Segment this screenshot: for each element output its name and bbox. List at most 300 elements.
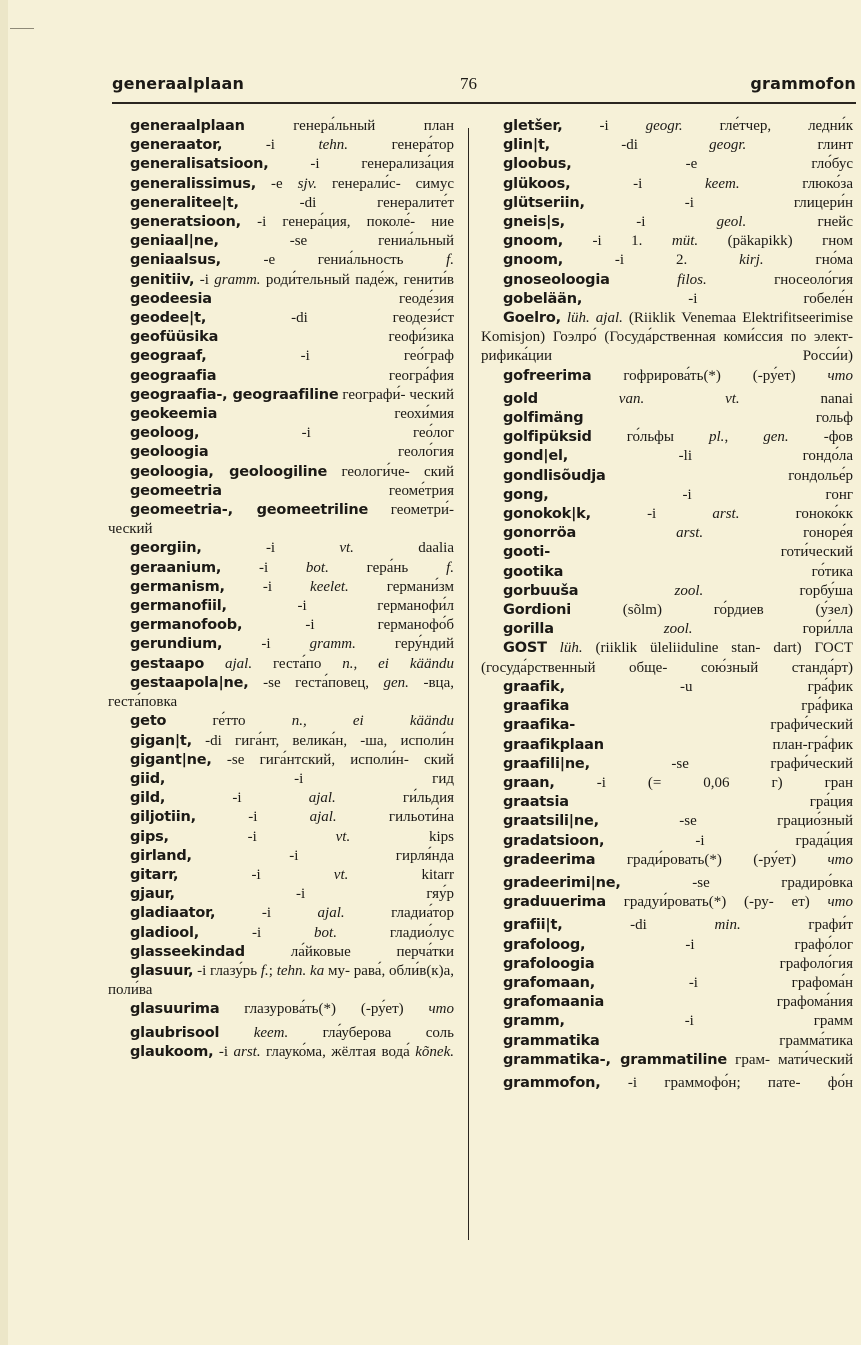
- entry-text: -i граммофо́н; пате- фо́н: [600, 1074, 853, 1091]
- entry-headword: geodeesia: [130, 290, 212, 307]
- entry-text: [547, 640, 560, 656]
- entry-label: что: [827, 367, 853, 384]
- dictionary-entry: [481, 955, 853, 974]
- entry-text: [204, 656, 225, 672]
- entry-headword: geograaf,: [130, 348, 207, 365]
- entry-text: -i германофо́б: [242, 617, 454, 634]
- entry-label: lüh. ajal.: [566, 310, 623, 327]
- dictionary-entry: [108, 885, 454, 904]
- entry-text: -i глицери́н: [584, 194, 853, 211]
- entry-headword: grammatika: [503, 1032, 600, 1049]
- dictionary-entry: [481, 563, 853, 582]
- dictionary-entry: [481, 716, 853, 735]
- entry-headword: graafik,: [503, 678, 565, 695]
- entry-text: генера́тор: [348, 137, 454, 154]
- entry-text: -se геста́повец,: [248, 674, 384, 691]
- dictionary-entry: [481, 543, 853, 562]
- dictionary-entry: [108, 347, 454, 366]
- entry-text: гле́тчер, ледни́к: [682, 118, 853, 134]
- entry-text: -i гео́граф: [206, 348, 454, 365]
- entry-text: графома́ния: [604, 994, 853, 1011]
- dictionary-entry: [481, 524, 853, 543]
- entry-text: генера́льный план: [244, 118, 454, 134]
- entry-headword: gradatsioon,: [503, 832, 605, 849]
- entry-text: -e гениа́льность: [220, 252, 447, 269]
- dictionary-entry: [481, 993, 853, 1012]
- dictionary-entry: [481, 271, 853, 290]
- entry-headword: gestaapola|ne,: [130, 674, 249, 691]
- entry-label: keem.: [705, 175, 740, 192]
- entry-headword: glasuurima: [130, 1001, 220, 1018]
- dictionary-entry: [481, 1074, 853, 1093]
- entry-label: zool.: [674, 582, 704, 599]
- dictionary-entry: [481, 582, 853, 601]
- entry-headword: germanofiil,: [130, 598, 227, 615]
- dictionary-entry: [108, 808, 454, 827]
- entry-text: гильоти́на: [336, 809, 454, 826]
- entry-text: -i: [199, 924, 315, 941]
- entry-headword: grafii|t,: [503, 917, 563, 934]
- entry-text: -фов: [788, 429, 853, 446]
- page-header: [112, 74, 856, 100]
- entry-headword: gneis|s,: [503, 214, 565, 231]
- entry-label: geogr.: [645, 118, 683, 134]
- entry-headword: gramm,: [503, 1013, 565, 1030]
- entry-headword: giljotiin,: [130, 809, 196, 826]
- entry-text: геометри́- ческий: [108, 502, 454, 538]
- entry-headword: gletšer,: [503, 118, 563, 134]
- entry-headword: gladiaator,: [130, 905, 216, 922]
- entry-text: геологи́че- ский: [327, 463, 454, 480]
- dictionary-entry: [108, 386, 454, 405]
- entry-headword: gorilla: [503, 621, 554, 638]
- dictionary-entry: [108, 770, 454, 789]
- entry-headword: geniaalsus,: [130, 252, 221, 269]
- entry-label: kõnek.: [415, 1043, 454, 1060]
- corner-mark: [10, 28, 34, 29]
- dictionary-entry: [108, 943, 454, 962]
- entry-label: bot.: [314, 924, 337, 941]
- entry-headword: grafoloog,: [503, 936, 586, 953]
- entry-label: vt.: [333, 866, 349, 883]
- entry-headword: glütseriin,: [503, 194, 585, 211]
- entry-text: -u гра́фик: [564, 678, 853, 695]
- dictionary-entry: [481, 175, 853, 194]
- entry-text: -se гига́нтский, исполи́н- ский: [211, 751, 454, 768]
- dictionary-entry: [481, 832, 853, 851]
- entry-text: геста́по: [252, 655, 343, 672]
- dictionary-entry: [481, 136, 853, 155]
- entry-headword: girland,: [130, 847, 192, 864]
- header-rule: [112, 102, 856, 104]
- entry-headword: grafomaan,: [503, 974, 596, 991]
- entry-label: что: [827, 851, 853, 868]
- dictionary-entry: [481, 697, 853, 716]
- entry-text: гори́лла: [692, 621, 853, 638]
- entry-headword: generalissimus,: [130, 175, 257, 192]
- entry-text: (sõlm) го́рдиев (у́зел): [571, 602, 853, 619]
- column-divider: [468, 128, 469, 1240]
- entry-text: -i: [224, 578, 311, 595]
- entry-text: графи́т: [740, 917, 853, 934]
- entry-text: -se гениа́льный: [218, 233, 454, 250]
- entry-text: -i: [201, 540, 340, 557]
- entry-text: генерали́с- симус: [316, 175, 454, 192]
- dictionary-entry: [481, 678, 853, 697]
- entry-headword: geomeetria-, geomeetriline: [130, 502, 369, 519]
- dictionary-entry: [108, 1024, 454, 1043]
- entry-text: му- рава́, обли́в(к)а, поли́ва: [108, 962, 454, 999]
- dictionary-entry: [108, 309, 454, 328]
- entry-text: градуи́ровать(*) (-ру- ет): [606, 894, 828, 911]
- entry-label: filos.: [677, 271, 707, 288]
- entry-text: -di гига́нт, велика́н, -ша, исполи́н: [191, 732, 454, 749]
- dictionary-entry: [108, 655, 454, 674]
- entry-headword: geoloog,: [130, 425, 200, 442]
- entry-text: географи́- ческий: [338, 386, 454, 403]
- entry-text: -i: [213, 1043, 234, 1060]
- entry-text: -se градиро́вка: [620, 874, 853, 891]
- entry-text: kitarr: [348, 866, 454, 883]
- entry-headword: graatsili|ne,: [503, 813, 599, 830]
- entry-headword: genitiiv,: [130, 271, 195, 288]
- dictionary-entry: [108, 789, 454, 808]
- dictionary-entry: [481, 851, 853, 870]
- entry-text: -e: [256, 175, 298, 192]
- dictionary-entry: [481, 774, 853, 793]
- page-number: 76: [460, 74, 477, 93]
- entry-headword: geoloogia, geoloogiline: [130, 463, 328, 480]
- entry-headword: gold: [503, 390, 538, 407]
- entry-headword: grafoloogia: [503, 955, 595, 972]
- dictionary-entry: [108, 232, 454, 251]
- dictionary-entry: [108, 1043, 454, 1062]
- dictionary-entry: [481, 916, 853, 935]
- entry-label: min.: [714, 917, 741, 934]
- entry-headword: geniaal|ne,: [130, 233, 219, 250]
- entry-headword: gooti-: [503, 544, 551, 561]
- entry-label: müt.: [671, 233, 699, 250]
- entry-headword: generatsioon,: [130, 214, 241, 231]
- entry-headword: gofreerima: [503, 367, 592, 384]
- entry-text: (päkapikk) гном: [698, 233, 853, 250]
- entry-text: германи́зм: [348, 578, 454, 595]
- dictionary-entry: [481, 486, 853, 505]
- dictionary-entry: [481, 893, 853, 912]
- dictionary-entry: [108, 924, 454, 943]
- dictionary-entry: [481, 812, 853, 831]
- entry-label: что: [827, 894, 853, 911]
- dictionary-entry: [481, 936, 853, 955]
- dictionary-entry: [481, 793, 853, 812]
- entry-text: -i гео́лог: [199, 425, 454, 442]
- entry-text: гносеоло́гия: [706, 271, 854, 288]
- dictionary-entry: [108, 712, 454, 731]
- dictionary-entry: [481, 290, 853, 309]
- entry-text: гла́уберова соль: [288, 1024, 455, 1041]
- entry-headword: gonokok|k,: [503, 506, 591, 523]
- dictionary-entry: [108, 597, 454, 616]
- dictionary-entry: [108, 847, 454, 866]
- entry-headword: gond|el,: [503, 448, 569, 465]
- dictionary-entry: [108, 828, 454, 847]
- entry-label: keelet.: [310, 578, 349, 595]
- entry-label: ajal.: [224, 655, 253, 672]
- dictionary-entry: [481, 755, 853, 774]
- dictionary-entry: [481, 309, 853, 367]
- entry-label: arst.: [676, 525, 704, 542]
- entry-headword: gondlisõudja: [503, 467, 606, 484]
- entry-text: -i грамм: [564, 1013, 853, 1030]
- dictionary-entry: [481, 601, 853, 620]
- entry-text: -i: [564, 214, 717, 231]
- dictionary-entry: [108, 559, 454, 578]
- entry-headword: gestaapo: [130, 655, 205, 672]
- dictionary-entry: [481, 117, 853, 136]
- entry-text: гради́ровать(*) (-ру́ет): [595, 851, 828, 868]
- entry-label: n., ei käändu: [342, 655, 454, 672]
- entry-text: -i: [195, 809, 310, 826]
- entry-text: графоло́гия: [594, 955, 853, 972]
- dictionary-entry: [108, 962, 454, 1000]
- entry-headword: geofüüsika: [130, 329, 219, 346]
- entry-headword: glaukoom,: [130, 1043, 214, 1060]
- entry-text: -e гло́бус: [571, 156, 853, 173]
- entry-text: -i: [215, 905, 318, 922]
- entry-headword: geograafia: [130, 367, 217, 384]
- entry-text: -i: [222, 137, 319, 154]
- right-column: [481, 117, 853, 1093]
- entry-label: arst.: [712, 506, 740, 523]
- entry-label: f.: [446, 559, 454, 576]
- entry-label: sjv.: [297, 175, 317, 192]
- entry-text: -i: [194, 271, 215, 288]
- entry-label: arst.: [233, 1043, 261, 1060]
- entry-text: -di геодези́ст: [206, 310, 454, 327]
- entry-headword: graafikplaan: [503, 736, 604, 753]
- entry-text: (riiklik üleliiduline stan- dart) ГОСТ (госуда́рственный обще- сою́зный станда́рт): [481, 640, 854, 676]
- entry-headword: georgiin,: [130, 540, 202, 557]
- entry-text: гольф: [583, 410, 853, 427]
- entry-text: ,: [724, 429, 764, 446]
- entry-text: геру́ндий: [355, 636, 454, 653]
- entry-text: -i графома́н: [595, 974, 853, 991]
- dictionary-entry: [108, 271, 454, 290]
- entry-headword: gerundium,: [130, 636, 223, 653]
- entry-headword: geoloogia: [130, 444, 209, 461]
- entry-text: -i 1.: [563, 233, 672, 250]
- entry-label: gen.: [763, 429, 789, 446]
- entry-text: гоноре́я: [703, 525, 853, 542]
- entry-text: -se грацио́зный: [598, 813, 853, 830]
- entry-text: -i: [165, 790, 309, 807]
- entry-text: -se графи́ческий: [589, 755, 853, 772]
- dictionary-entry: [108, 328, 454, 347]
- entry-text: го́льфы: [591, 429, 710, 446]
- entry-text: -i генерализа́ция: [268, 156, 454, 173]
- dictionary-entry: [108, 501, 454, 539]
- page-edge: [0, 0, 8, 1345]
- dictionary-entry: [108, 578, 454, 597]
- entry-headword: gigan|t,: [130, 732, 192, 749]
- entry-text: [576, 525, 676, 541]
- dictionary-entry: [481, 428, 853, 447]
- entry-text: графи́ческий: [575, 717, 853, 734]
- dictionary-entry: [481, 974, 853, 993]
- entry-text: ;: [268, 962, 277, 979]
- dictionary-entry: [481, 155, 853, 174]
- entry-label: что: [428, 1001, 454, 1018]
- entry-headword: gorbuuša: [503, 582, 579, 599]
- entry-headword: graafika-: [503, 717, 576, 734]
- entry-label: gramm.: [309, 636, 356, 653]
- dictionary-entry: [108, 194, 454, 213]
- dictionary-entry: [108, 367, 454, 386]
- entry-text: гнейс: [746, 214, 853, 231]
- dictionary-entry: [108, 175, 454, 194]
- dictionary-entry: [481, 505, 853, 524]
- entry-text: -i: [562, 118, 646, 134]
- entry-text: геохи́мия: [217, 406, 454, 423]
- dictionary-entry: [108, 1000, 454, 1019]
- entry-label: n., ei käändu: [291, 713, 455, 730]
- entry-headword: generalisatsioon,: [130, 156, 269, 173]
- entry-text: гра́ция: [568, 794, 853, 811]
- entry-text: глазурова́ть(*) (-ру́ет): [219, 1001, 429, 1018]
- dictionary-entry: [481, 874, 853, 893]
- entry-text: го́тика: [563, 563, 853, 580]
- entry-text: геогра́фия: [216, 367, 454, 384]
- entry-text: -i 2.: [563, 252, 740, 269]
- entry-label: f.: [260, 962, 269, 979]
- entry-text: -i града́ция: [604, 832, 853, 849]
- entry-headword: geomeetria: [130, 482, 222, 499]
- entry-headword: gitarr,: [130, 866, 179, 883]
- entry-text: -di генералите́т: [238, 194, 454, 211]
- dictionary-entry: [108, 616, 454, 635]
- entry-headword: gong,: [503, 486, 549, 503]
- left-running-headword: generaalplaan: [112, 74, 245, 93]
- entry-headword: geraanium,: [130, 559, 222, 576]
- dictionary-entry: [108, 463, 454, 482]
- entry-text: -i: [590, 506, 713, 523]
- entry-headword: GOST: [503, 640, 547, 657]
- entry-text: -i гобеле́н: [582, 290, 853, 307]
- dictionary-entry: [108, 866, 454, 885]
- entry-label: gen.: [383, 674, 409, 691]
- dictionary-entry: [481, 213, 853, 232]
- entry-text: [538, 391, 619, 407]
- entry-text: геоло́гия: [208, 444, 454, 461]
- entry-text: -i графо́лог: [585, 936, 853, 953]
- dictionary-entry: [481, 467, 853, 486]
- entry-headword: graduuerima: [503, 894, 606, 911]
- entry-label: vt.: [339, 540, 354, 557]
- entry-text: -i гид: [165, 770, 454, 787]
- dictionary-entry: [481, 639, 853, 677]
- dictionary-entry: [108, 136, 454, 155]
- dictionary-entry: [481, 390, 853, 409]
- dictionary-entry: [108, 155, 454, 174]
- entry-text: -i: [178, 866, 334, 883]
- dictionary-entry: [108, 405, 454, 424]
- dictionary-entry: [481, 1032, 853, 1051]
- entry-label: keem.: [253, 1024, 289, 1041]
- entry-text: [610, 272, 677, 288]
- entry-headword: grammatika-, grammatiline: [503, 1051, 727, 1068]
- entry-label: lüh.: [559, 640, 583, 657]
- entry-headword: Gordioni: [503, 602, 572, 619]
- entry-text: -i гирля́нда: [191, 847, 454, 864]
- entry-label: ajal.: [309, 809, 337, 826]
- entry-text: ла́йковые перча́тки: [244, 943, 454, 960]
- entry-text: гладио́лус: [336, 924, 454, 941]
- entry-headword: gootika: [503, 563, 564, 580]
- entry-text: -i гонг: [548, 486, 853, 503]
- dictionary-entry: [481, 409, 853, 428]
- entry-headword: generalitee|t,: [130, 194, 239, 211]
- dictionary-entry: [481, 736, 853, 755]
- entry-text: (Riiklik Venemaa Elektrifitseerimise Komisjon) Гоэлро́ (Госуда́рственная коми́ссия по элект- рифика́ции Росси́и): [481, 310, 853, 365]
- entry-label: pl.: [709, 429, 725, 446]
- entry-headword: generaalplaan: [130, 118, 245, 134]
- dictionary-entry: [481, 620, 853, 639]
- dictionary-entry: [108, 539, 454, 558]
- entry-headword: graan,: [503, 774, 555, 791]
- entry-headword: gips,: [130, 828, 169, 845]
- entry-text: -i генера́ция, поколе́- ние: [241, 214, 454, 231]
- entry-label: vt.: [335, 828, 351, 845]
- entry-headword: gild,: [130, 790, 166, 807]
- dictionary-entry: [108, 290, 454, 309]
- entry-headword: gnoom,: [503, 252, 564, 269]
- entry-headword: geodee|t,: [130, 310, 207, 327]
- entry-headword: giid,: [130, 770, 166, 787]
- entry-text: -i: [221, 559, 306, 576]
- entry-label: kirj.: [739, 252, 764, 269]
- entry-text: глинт: [746, 137, 853, 154]
- dictionary-entry: [108, 213, 454, 232]
- entry-text: -di: [562, 917, 715, 934]
- entry-headword: glasuur,: [130, 962, 194, 979]
- entry-text: -i: [168, 828, 336, 845]
- dictionary-entry: [108, 751, 454, 770]
- dictionary-entry: [108, 482, 454, 501]
- entry-text: [219, 1025, 253, 1041]
- entry-label: f.: [446, 252, 454, 269]
- entry-text: грамма́тика: [599, 1032, 853, 1049]
- entry-text: готи́ческий: [550, 544, 853, 561]
- entry-text: гладиа́тор: [344, 905, 454, 922]
- entry-headword: gnoom,: [503, 233, 564, 250]
- entry-text: [578, 583, 674, 599]
- entry-headword: generaator,: [130, 137, 223, 154]
- dictionary-entry: [108, 424, 454, 443]
- entry-text: гоноко́кк: [739, 506, 853, 523]
- entry-headword: gnoseoloogia: [503, 271, 610, 288]
- dictionary-entry: [108, 904, 454, 923]
- entry-label: gramm.: [214, 271, 261, 288]
- dictionary-entry: [481, 1012, 853, 1031]
- entry-text: kips: [350, 828, 454, 845]
- entry-label: ajal.: [317, 905, 345, 922]
- entry-headword: Goelro,: [503, 310, 561, 327]
- entry-text: гра́фика: [569, 698, 853, 715]
- entry-text: гера́нь: [328, 559, 447, 576]
- dictionary-entry: [108, 674, 454, 712]
- entry-text: гондолье́р: [605, 467, 853, 484]
- entry-text: -i (= 0,06 г) гран: [554, 774, 853, 791]
